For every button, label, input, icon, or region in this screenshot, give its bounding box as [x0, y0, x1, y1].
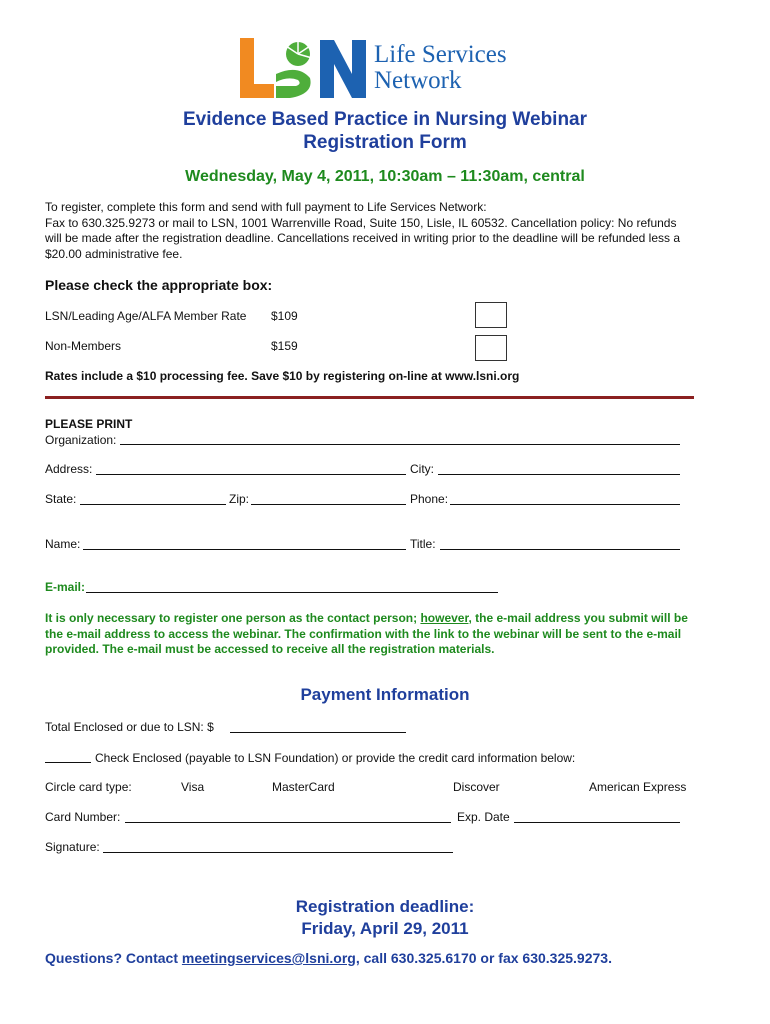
name-field[interactable]: [83, 549, 406, 550]
intro-line1: To register, complete this form and send with full payment to Life Services Network:: [45, 200, 487, 214]
email-field[interactable]: [86, 592, 498, 593]
nonmember-rate-price: $159: [271, 339, 298, 353]
nonmember-rate-checkbox[interactable]: [475, 335, 507, 361]
email-note-however: however: [420, 611, 469, 625]
payment-heading: Payment Information: [300, 685, 470, 704]
email-label: E-mail:: [45, 580, 86, 594]
deadline-line1: Registration deadline:: [295, 897, 475, 916]
logo-name-line2: Network: [374, 67, 462, 94]
card-number-field[interactable]: [125, 822, 451, 823]
intro-line2: Fax to 630.325.9273 or mail to LSN, 1001 Warrenville Road, Suite 150, Lisle, IL 60532. Cancellation policy: No refunds: [45, 215, 677, 230]
address-field[interactable]: [96, 474, 406, 475]
address-label: Address:: [45, 462, 93, 476]
email-note-line2: the e-mail address to access the webinar. The confirmation with the link to the webinar will be sent to the e-mail: [45, 626, 682, 641]
lsn-logo-mark: [240, 34, 370, 102]
signature-field[interactable]: [103, 852, 453, 853]
title-label: Title:: [410, 537, 436, 551]
card-mastercard[interactable]: MasterCard: [272, 780, 335, 794]
please-print-heading: PLEASE PRINT: [45, 417, 133, 431]
page-title-line2: Registration Form: [303, 132, 467, 153]
zip-label: Zip:: [229, 492, 250, 506]
phone-label: Phone:: [410, 492, 449, 506]
section-divider: [45, 396, 694, 399]
nonmember-rate-label: Non-Members: [45, 339, 122, 353]
email-note-part2: , the e-mail address you submit will be: [468, 611, 688, 625]
card-number-label: Card Number:: [45, 810, 121, 824]
lsn-logo: [240, 34, 540, 102]
state-field[interactable]: [80, 504, 226, 505]
signature-label: Signature:: [45, 840, 100, 854]
title-field[interactable]: [440, 549, 680, 550]
name-label: Name:: [45, 537, 81, 551]
organization-label: Organization:: [45, 433, 117, 447]
deadline-line2: Friday, April 29, 2011: [301, 919, 469, 938]
intro-line3: will be made after the registration deadline. Cancellations received in writing prior to the deadline will be refunded less a: [45, 231, 681, 245]
card-visa[interactable]: Visa: [181, 780, 205, 794]
member-rate-price: $109: [271, 309, 298, 323]
circle-card-label: Circle card type:: [45, 780, 132, 794]
member-rate-checkbox[interactable]: [475, 302, 507, 328]
intro-line4: $20.00 administrative fee.: [45, 246, 183, 261]
event-date: Wednesday, May 4, 2011, 10:30am – 11:30am, central: [185, 168, 585, 185]
checkbox-heading: Please check the appropriate box:: [45, 277, 273, 293]
city-field[interactable]: [438, 474, 680, 475]
card-discover[interactable]: Discover: [453, 780, 500, 794]
page-title-line1: Evidence Based Practice in Nursing Webinar: [182, 109, 588, 130]
exp-date-field[interactable]: [514, 822, 680, 823]
state-label: State:: [45, 492, 77, 506]
total-label: Total Enclosed or due to LSN: $: [45, 720, 214, 734]
member-rate-label: LSN/Leading Age/ALFA Member Rate: [45, 309, 247, 323]
check-enclosed-label: Check Enclosed (payable to LSN Foundation) or provide the credit card information below:: [95, 751, 576, 765]
email-note-part1: It is only necessary to register one person as the contact person;: [45, 611, 421, 625]
city-label: City:: [410, 462, 434, 476]
exp-date-label: Exp. Date: [457, 810, 510, 824]
email-note-line3: provided. The e-mail must be accessed to receive all the registration materials.: [45, 642, 495, 656]
phone-field[interactable]: [450, 504, 680, 505]
check-enclosed-field[interactable]: [45, 762, 91, 763]
logo-name-line1: Life Services: [374, 41, 507, 68]
card-american-express[interactable]: American Express: [589, 780, 687, 794]
rates-note: Rates include a $10 processing fee. Save $10 by registering on-line at www.lsni.org: [45, 369, 520, 383]
questions-suffix: , call 630.325.6170 or fax 630.325.9273.: [355, 950, 612, 966]
questions-prefix: Questions? Contact: [45, 950, 182, 966]
zip-field[interactable]: [251, 504, 406, 505]
organization-field[interactable]: [120, 444, 680, 445]
contact-email-link[interactable]: meetingservices@lsni.org: [181, 950, 356, 966]
total-field[interactable]: [230, 732, 406, 733]
